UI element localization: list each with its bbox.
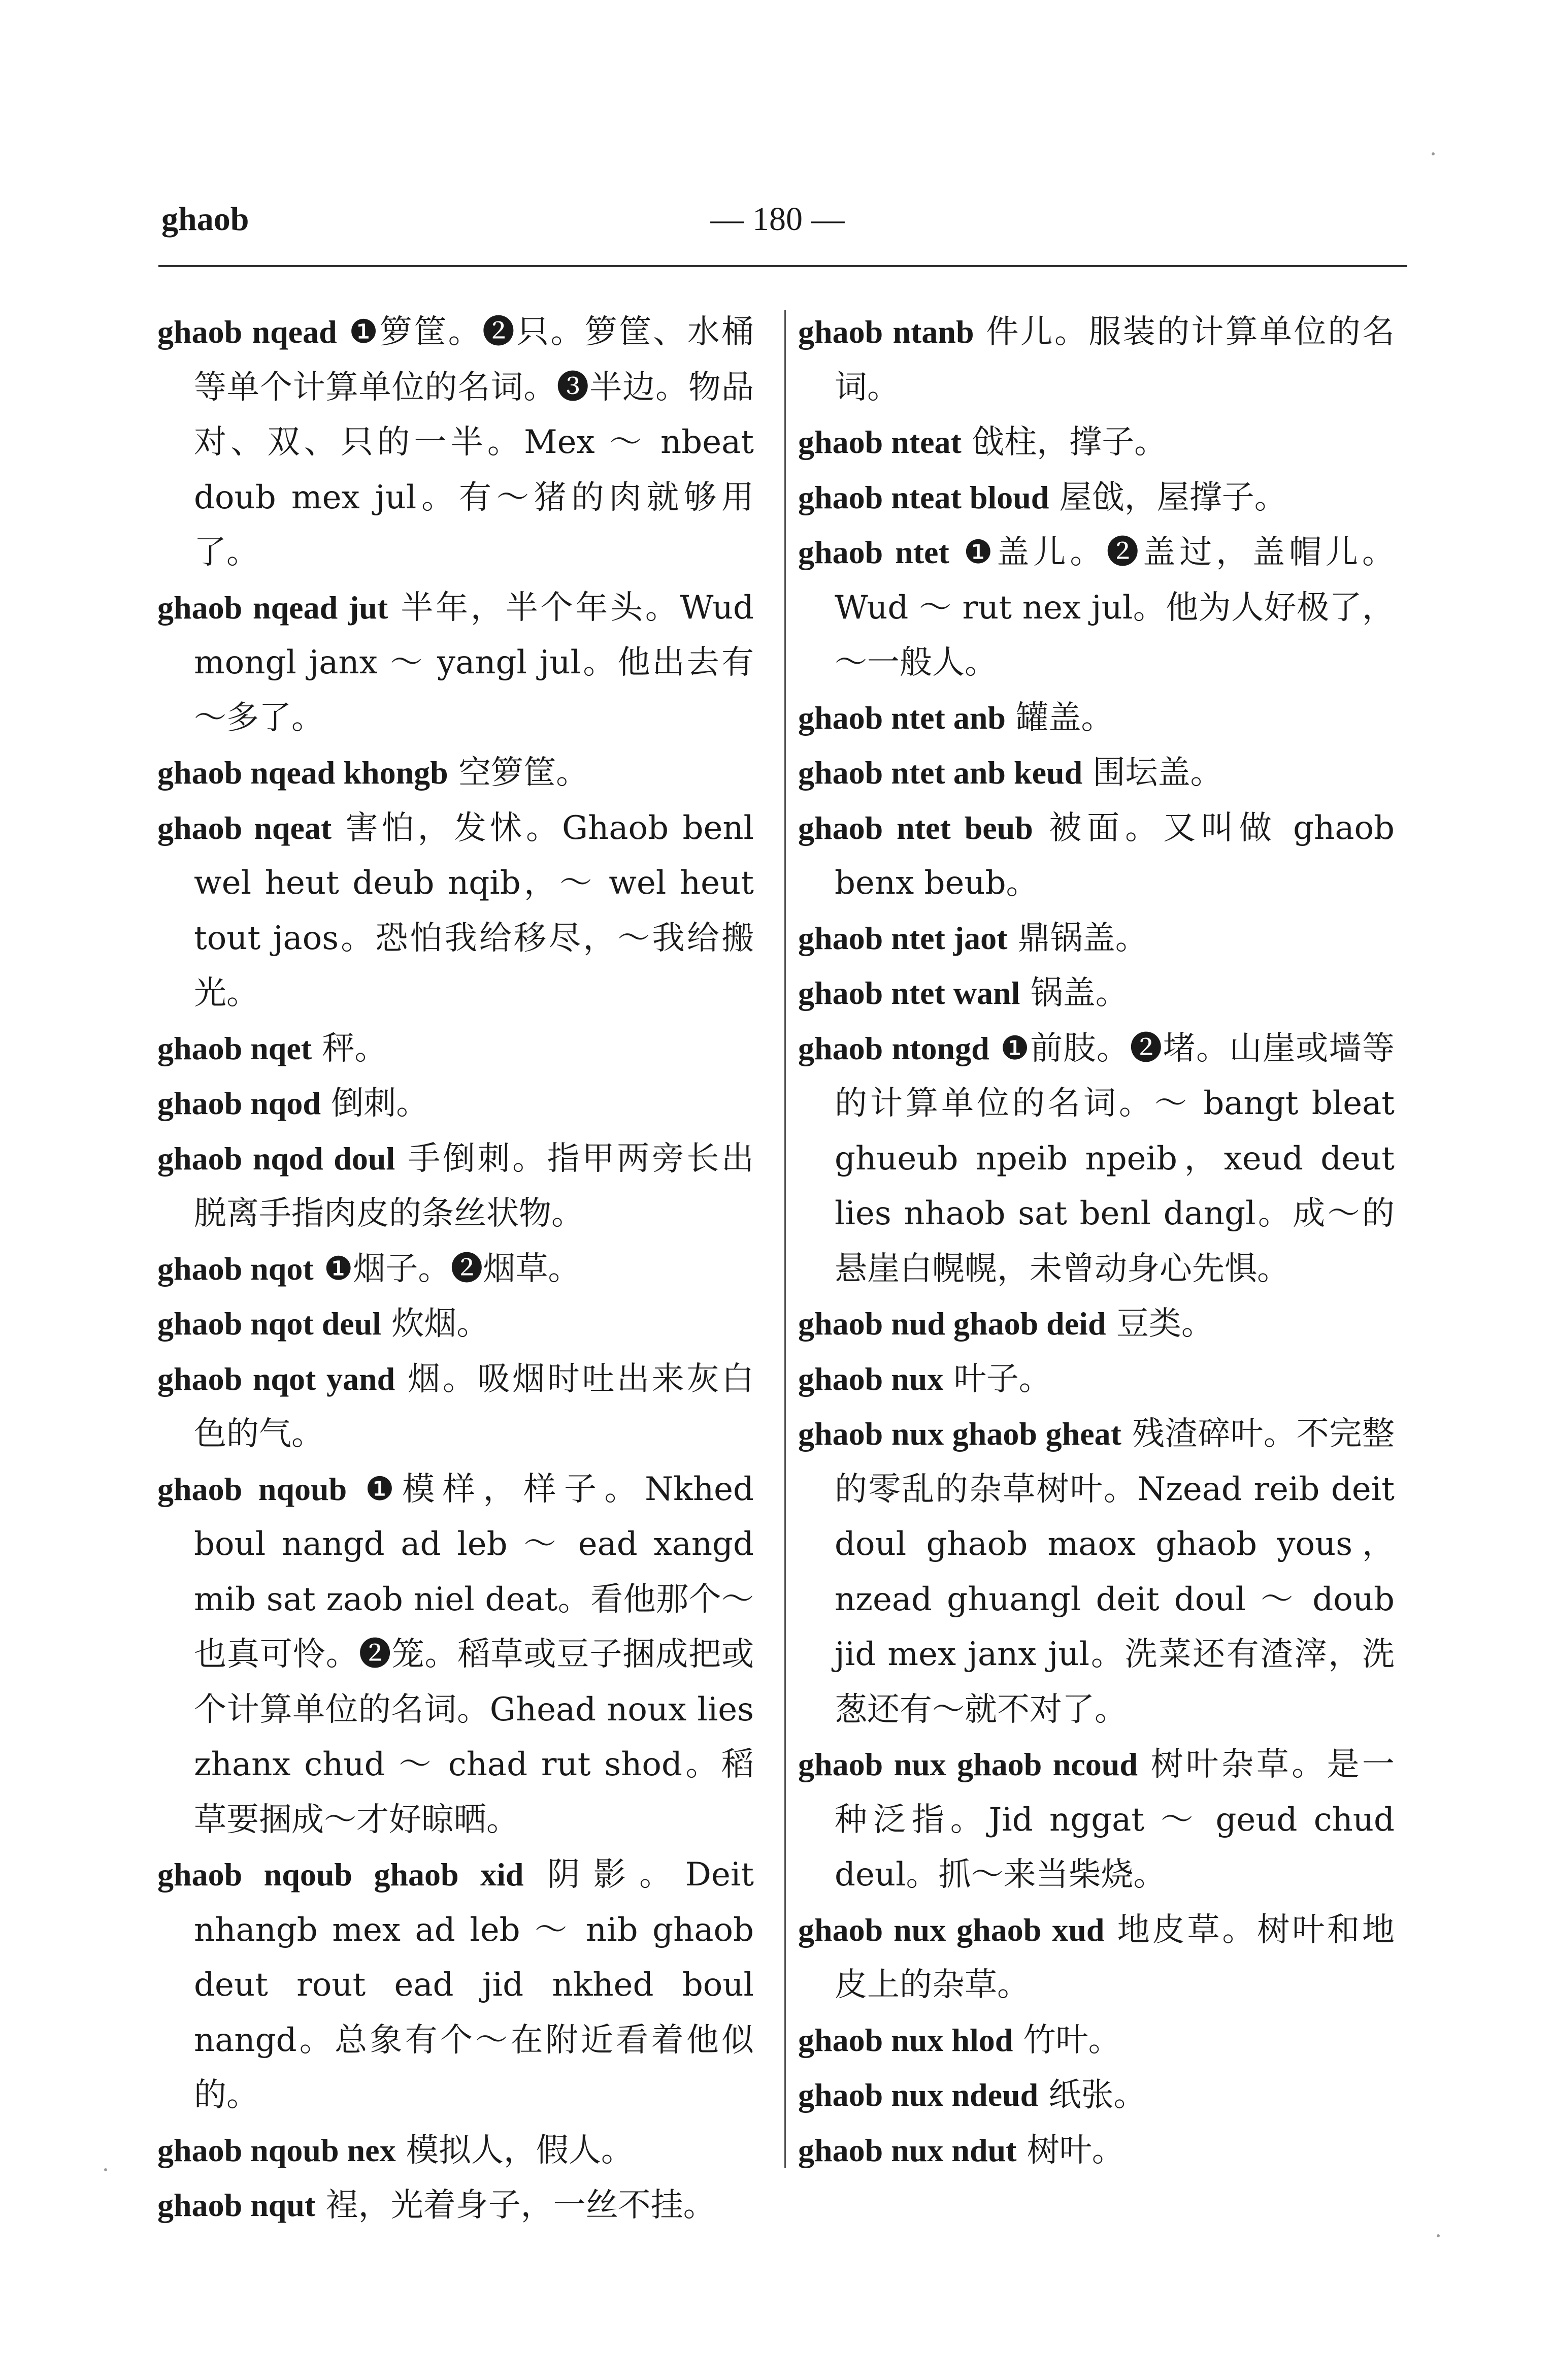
page-number: — 180 — bbox=[710, 201, 845, 238]
dictionary-entry bbox=[798, 966, 1395, 1021]
dictionary-entry bbox=[798, 911, 1395, 966]
entry-headword: ghaob nqead jut bbox=[157, 589, 388, 626]
entry-headword: ghaob nqoub nex bbox=[157, 2132, 396, 2168]
entry-headword: ghaob nqod bbox=[157, 1085, 321, 1121]
dictionary-entry bbox=[157, 1296, 754, 1352]
dictionary-entry bbox=[157, 801, 754, 1021]
entry-headword: ghaob nux hlod bbox=[798, 2022, 1013, 2058]
entry-definition: 叶子。 bbox=[953, 1360, 1051, 1398]
dictionary-entry bbox=[798, 691, 1395, 746]
scan-speck bbox=[104, 2168, 107, 2171]
dictionary-entry bbox=[157, 1242, 754, 1297]
entry-headword: ghaob nqot deul bbox=[157, 1306, 382, 1342]
dictionary-entry bbox=[157, 2123, 754, 2178]
dictionary-entry bbox=[798, 1407, 1395, 1737]
dictionary-entry bbox=[798, 525, 1395, 691]
entry-definition: 地皮草。树叶和地皮上的杂草。 bbox=[835, 1911, 1395, 2004]
entry-definition: 锅盖。 bbox=[1030, 974, 1128, 1012]
entry-headword: ghaob ntanb bbox=[798, 314, 974, 350]
entry-headword: ghaob nqot yand bbox=[157, 1360, 395, 1397]
dictionary-entry bbox=[798, 1737, 1395, 1903]
entry-headword: ghaob nqeat bbox=[157, 809, 332, 846]
entry-definition: 豆类。 bbox=[1116, 1305, 1214, 1343]
entry-definition: 手倒刺。指甲两旁长出脱离手指肉皮的条丝状物。 bbox=[194, 1139, 754, 1232]
header-rule bbox=[158, 265, 1407, 267]
scan-speck bbox=[1432, 152, 1435, 155]
left-column bbox=[157, 305, 754, 2233]
entry-headword: ghaob nux ndut bbox=[798, 2132, 1017, 2168]
entry-definition: ❶模样，样子。Nkhed boul nangd ad leb ～ ead xangd mib sat zaob niel deat。看他那个～也真可怜。❷笼。稻草或豆子捆成把或个计算单位的名词。Ghead noux lies zhanx chud ～ chad rut shod。稻草要捆成～才好晾晒。 bbox=[194, 1470, 754, 1839]
dictionary-entry bbox=[798, 1021, 1395, 1297]
entry-definition: 竹叶。 bbox=[1023, 2021, 1121, 2059]
dictionary-entry bbox=[798, 415, 1395, 470]
entry-definition: 倒刺。 bbox=[331, 1085, 429, 1122]
entry-definition: 空箩筐。 bbox=[458, 754, 589, 792]
dictionary-entry bbox=[798, 1903, 1395, 2013]
entry-headword: ghaob nud ghaob deid bbox=[798, 1306, 1106, 1342]
entry-headword: ghaob ntet beub bbox=[798, 809, 1033, 846]
dictionary-entry bbox=[157, 1462, 754, 1848]
entry-headword: ghaob ntet jaot bbox=[798, 920, 1008, 956]
entry-definition: 阴影。Deit nhangb mex ad leb ～ nib ghaob deut rout ead jid nkhed boul nangd。总象有个～在附近看着他似的。 bbox=[194, 1856, 754, 2114]
dictionary-entry bbox=[798, 2013, 1395, 2068]
entry-headword: ghaob nqoub ghaob xid bbox=[157, 1856, 524, 1893]
entry-definition: 戗柱，撑子。 bbox=[972, 423, 1167, 461]
entry-definition: 烟。吸烟时吐出来灰白色的气。 bbox=[194, 1360, 754, 1453]
entry-definition: 屋戗，屋撑子。 bbox=[1059, 478, 1287, 516]
dictionary-entry bbox=[157, 1021, 754, 1077]
entry-definition: 秤。 bbox=[322, 1029, 387, 1067]
dictionary-entry bbox=[798, 2123, 1395, 2178]
dictionary-entry bbox=[157, 305, 754, 580]
dictionary-entry bbox=[157, 745, 754, 801]
dictionary-entry bbox=[798, 305, 1395, 415]
entry-definition: 树叶。 bbox=[1027, 2131, 1124, 2169]
entry-headword: ghaob nux ghaob gheat bbox=[798, 1416, 1121, 1452]
dictionary-entry bbox=[157, 1352, 754, 1462]
dictionary-entry bbox=[157, 1131, 754, 1242]
entry-definition: 围坛盖。 bbox=[1093, 754, 1223, 792]
dictionary-entry bbox=[157, 2178, 754, 2233]
entry-definition: ❶箩筐。❷只。箩筐、水桶等单个计算单位的名词。❸半边。物品对、双、只的一半。Mex ～ nbeat doub mex jul。有～猪的肉就够用了。 bbox=[194, 313, 754, 571]
dictionary-entry bbox=[798, 470, 1395, 526]
entry-definition: ❶盖儿。❷盖过，盖帽儿。Wud ～ rut nex jul。他为人好极了，～一般人。 bbox=[835, 534, 1395, 681]
entry-definition: 裎，光着身子，一丝不挂。 bbox=[325, 2187, 716, 2224]
entry-headword: ghaob ntet anb keud bbox=[798, 755, 1083, 791]
entry-headword: ghaob nqoub bbox=[157, 1471, 347, 1507]
right-column bbox=[798, 305, 1395, 2178]
entry-headword: ghaob nqead khongb bbox=[157, 755, 448, 791]
entry-definition: 模拟人，假人。 bbox=[406, 2131, 634, 2169]
entry-headword: ghaob ntet wanl bbox=[798, 975, 1020, 1011]
entry-definition: 残渣碎叶。不完整的零乱的杂草树叶。Nzead reib deit doul ghaob maox ghaob yous，nzead ghuangl deit doul ～ doub jid mex janx jul。洗菜还有渣滓，洗葱还有～就不对了。 bbox=[835, 1415, 1395, 1729]
entry-definition: 纸张。 bbox=[1048, 2076, 1146, 2114]
entry-headword: ghaob ntet bbox=[798, 534, 949, 570]
entry-headword: ghaob nqut bbox=[157, 2187, 316, 2223]
entry-definition: 炊烟。 bbox=[391, 1305, 489, 1343]
entry-definition: 半年，半个年头。Wud mongl janx ～ yangl jul。他出去有～多了。 bbox=[194, 589, 754, 737]
entry-headword: ghaob nqet bbox=[157, 1030, 312, 1066]
entry-headword: ghaob ntongd bbox=[798, 1030, 989, 1066]
entry-definition: ❶前肢。❷堵。山崖或墙等的计算单位的名词。～ bangt bleat ghueub npeib npeib，xeud deut lies nhaob sat benl dangl。成～的悬崖白幌幌，未曾动身心先惧。 bbox=[835, 1029, 1395, 1288]
entry-headword: ghaob ntet anb bbox=[798, 699, 1006, 736]
dictionary-entry bbox=[157, 580, 754, 746]
running-head: ghaob bbox=[161, 201, 249, 238]
dictionary-entry bbox=[798, 2068, 1395, 2123]
entry-headword: ghaob nqod doul bbox=[157, 1140, 395, 1177]
entry-headword: ghaob nux bbox=[798, 1360, 944, 1397]
dictionary-entry bbox=[798, 745, 1395, 801]
entry-headword: ghaob nux ghaob xud bbox=[798, 1911, 1105, 1948]
entry-headword: ghaob nux ghaob ncoud bbox=[798, 1746, 1138, 1782]
entry-definition: ❶烟子。❷烟草。 bbox=[324, 1250, 581, 1288]
entry-definition: 被面。又叫做 ghaob benx beub。 bbox=[835, 809, 1395, 902]
entry-definition: 罐盖。 bbox=[1016, 699, 1114, 737]
entry-headword: ghaob nux ndeud bbox=[798, 2077, 1039, 2113]
dictionary-entry bbox=[798, 801, 1395, 911]
entry-headword: ghaob nqot bbox=[157, 1250, 314, 1287]
scan-speck bbox=[1437, 2234, 1440, 2237]
entry-headword: ghaob nteat bloud bbox=[798, 479, 1049, 515]
dictionary-entry bbox=[157, 1847, 754, 2123]
entry-definition: 鼎锅盖。 bbox=[1017, 919, 1148, 957]
dictionary-entry bbox=[798, 1352, 1395, 1407]
dictionary-entry bbox=[798, 1296, 1395, 1352]
entry-headword: ghaob nteat bbox=[798, 424, 962, 460]
entry-definition: 害怕，发怵。Ghaob benl wel heut deub nqib，～ wel heut tout jaos。恐怕我给移尽，～我给搬光。 bbox=[194, 809, 754, 1012]
entry-headword: ghaob nqead bbox=[157, 314, 337, 350]
dictionary-entry bbox=[157, 1076, 754, 1131]
column-divider bbox=[784, 310, 786, 2168]
entry-definition: 树叶杂草。是一种泛指。Jid nggat ～ geud chud deul。抓～来当柴烧。 bbox=[835, 1746, 1395, 1894]
entry-definition: 件儿。服装的计算单位的名词。 bbox=[835, 313, 1395, 406]
